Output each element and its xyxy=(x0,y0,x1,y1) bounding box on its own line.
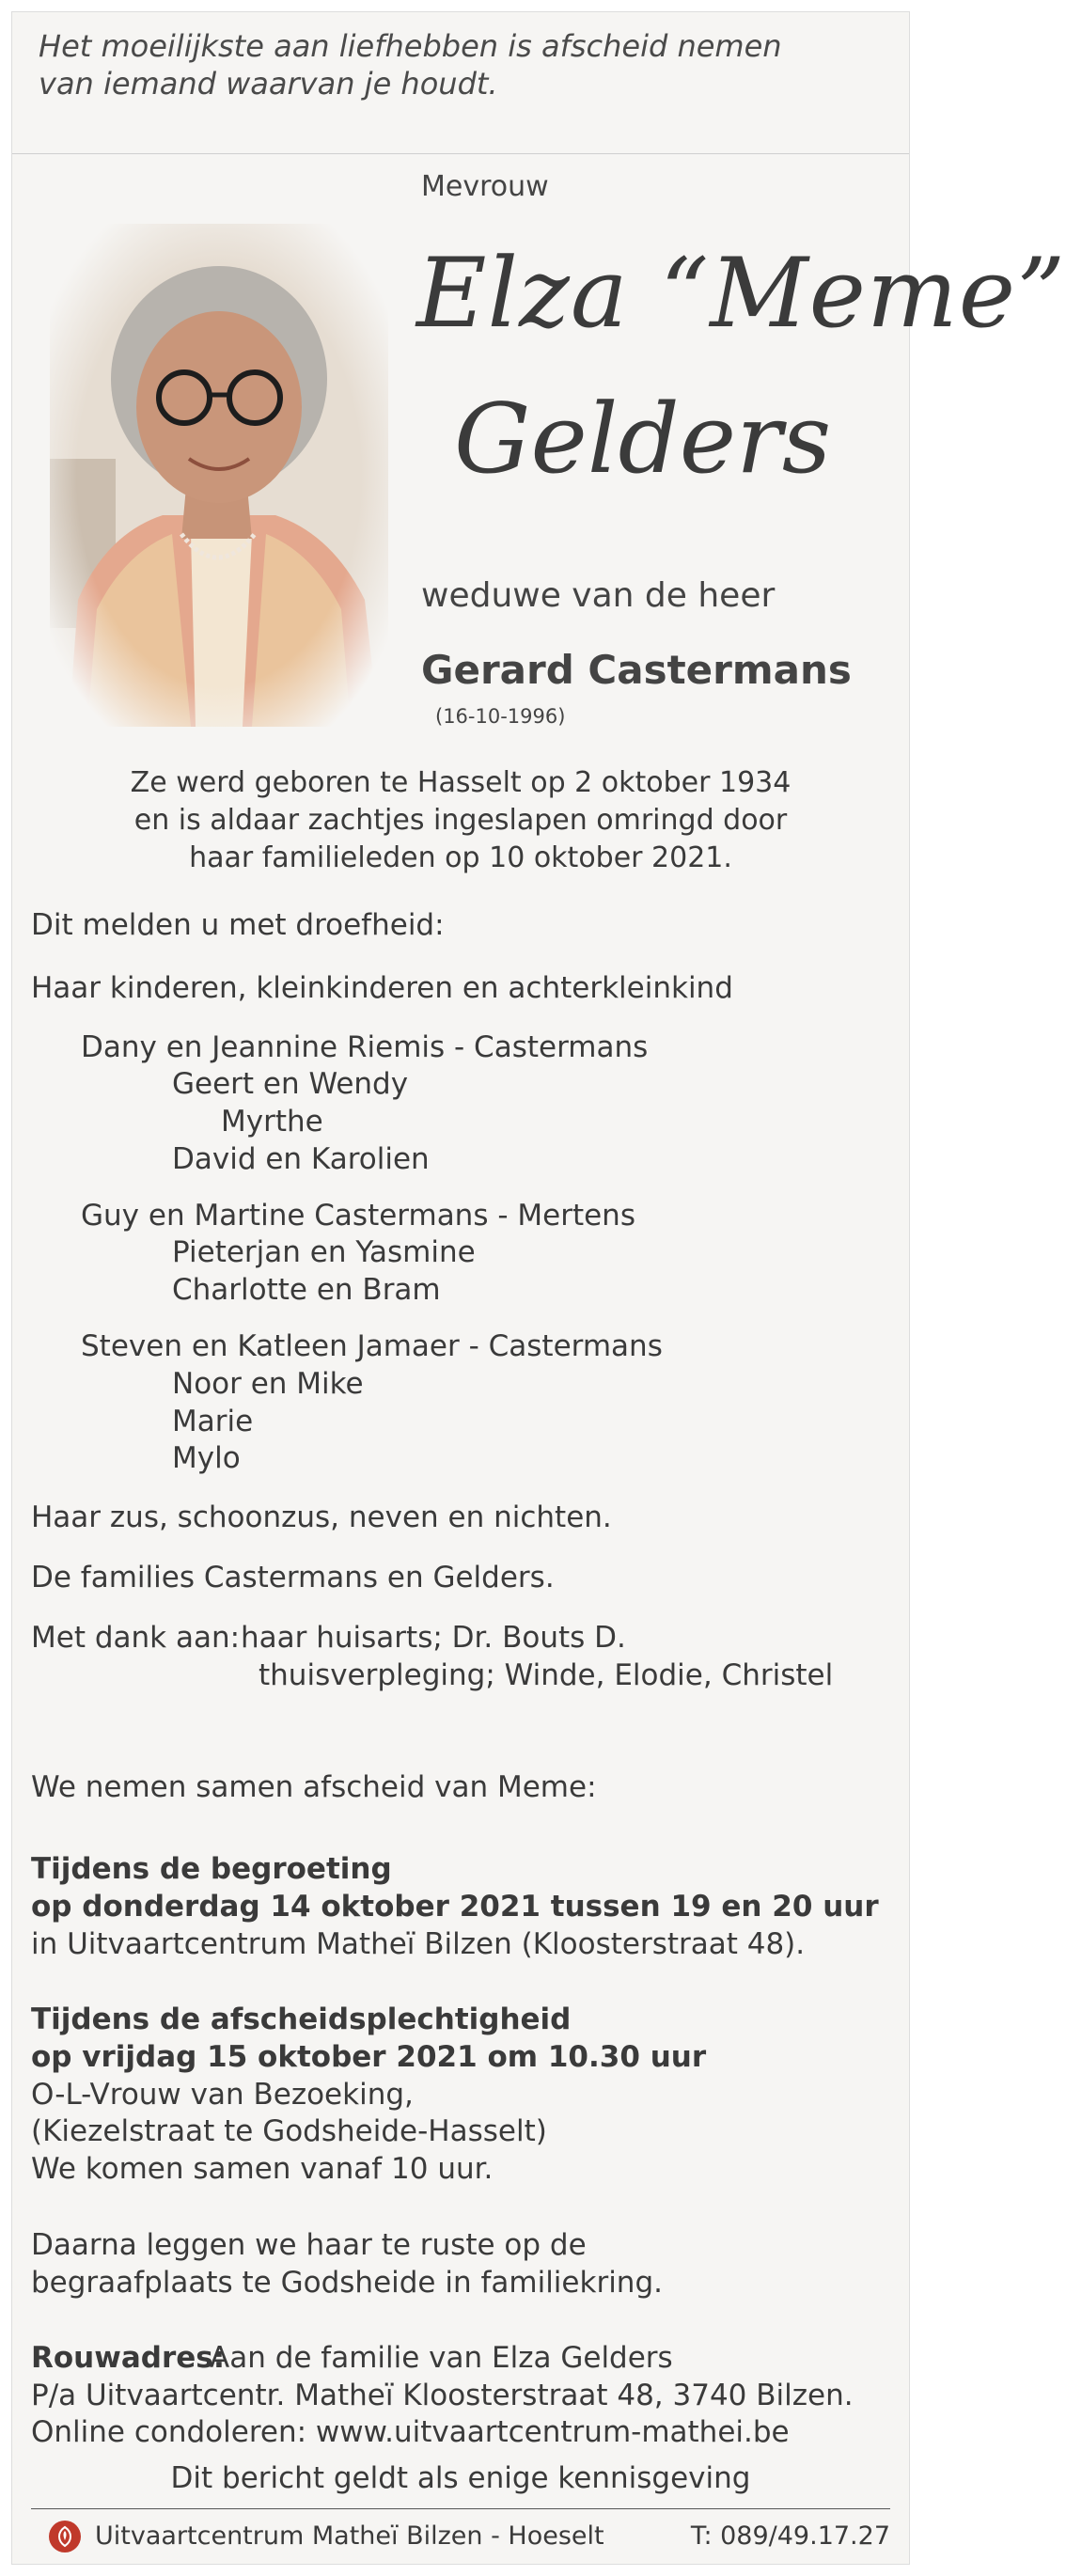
thanks-line-1: haar huisarts; Dr. Bouts D. xyxy=(241,1621,626,1655)
ceremony-place: O-L-Vrouw van Bezoeking, xyxy=(31,2078,414,2112)
obituary-card xyxy=(11,11,1066,2565)
footer-divider xyxy=(31,2508,890,2509)
ceremony-when: op vrijdag 15 oktober 2021 om 10.30 uur xyxy=(31,2040,707,2074)
life-summary-line-3: haar familieleden op 10 oktober 2021. xyxy=(189,841,732,874)
condolence-link[interactable]: Online condoleren: www.uitvaartcentrum-mathei.be xyxy=(31,2415,790,2449)
ceremony-address: (Kiezelstraat te Godsheide-Hasselt) xyxy=(31,2114,547,2148)
motto-line-2: van iemand waarvan je houdt. xyxy=(39,66,498,102)
viewing-heading: Tijdens de begroeting xyxy=(31,1852,392,1886)
notice-line: Dit bericht geldt als enige kennisgeving xyxy=(170,2461,751,2495)
family-member: Geert en Wendy xyxy=(172,1067,409,1101)
family-member: Charlotte en Bram xyxy=(172,1273,441,1307)
funeral-home-logo-icon xyxy=(48,2520,82,2553)
deceased-name-first: Elza “Meme” xyxy=(416,238,1066,350)
motto-line-1: Het moeilijkste aan liefhebben is afscheid nemen xyxy=(39,28,782,64)
family-member: Mylo xyxy=(172,1441,241,1475)
siblings-line: Haar zus, schoonzus, neven en nichten. xyxy=(31,1500,612,1534)
families-line: De families Castermans en Gelders. xyxy=(31,1561,555,1594)
family-heading: Haar kinderen, kleinkinderen en achterkleinkind xyxy=(31,971,733,1005)
divider xyxy=(12,153,909,154)
address-label: Rouwadres: xyxy=(31,2341,226,2375)
motto-quote xyxy=(39,27,866,102)
family-couple: Guy en Martine Castermans - Mertens xyxy=(81,1199,635,1233)
honorific: Mevrouw xyxy=(421,170,549,203)
portrait-illustration xyxy=(50,224,388,727)
announce-text: Dit melden u met droefheid: xyxy=(31,908,445,942)
viewing-when: op donderdag 14 oktober 2021 tussen 19 en 20 uur xyxy=(31,1890,879,1924)
family-member: Pieterjan en Yasmine xyxy=(172,1235,476,1269)
ceremony-gather: We komen samen vanaf 10 uur. xyxy=(31,2152,494,2186)
thanks-label: Met dank aan: xyxy=(31,1621,241,1655)
life-summary xyxy=(12,764,909,877)
husband-name: Gerard Castermans xyxy=(421,647,852,693)
family-couple: Dany en Jeannine Riemis - Castermans xyxy=(81,1030,649,1064)
family-member: Noor en Mike xyxy=(172,1367,364,1401)
address-line-2: P/a Uitvaartcentr. Matheï Kloosterstraat 48, 3740 Bilzen. xyxy=(31,2379,854,2412)
family-member: David en Karolien xyxy=(172,1142,430,1176)
burial-line-2: begraafplaats te Godsheide in familiekring. xyxy=(31,2266,663,2300)
ceremony-heading: Tijdens de afscheidsplechtigheid xyxy=(31,2003,572,2036)
family-member: Marie xyxy=(172,1405,254,1438)
burial-line-1: Daarna leggen we haar te ruste op de xyxy=(31,2228,587,2262)
life-summary-line-2: en is aldaar zachtjes ingeslapen omringd door xyxy=(133,804,788,837)
widow-text: weduwe van de heer xyxy=(421,576,776,615)
life-summary-line-1: Ze werd geboren te Hasselt op 2 oktober 1934 xyxy=(130,766,792,799)
funeral-home-phone: T: 089/49.17.27 xyxy=(690,2521,890,2551)
thanks-line-2: thuisverpleging; Winde, Elodie, Christel xyxy=(259,1658,834,1692)
family-couple: Steven en Katleen Jamaer - Castermans xyxy=(81,1329,663,1363)
family-member: Myrthe xyxy=(221,1105,323,1139)
portrait-photo xyxy=(50,224,388,727)
funeral-home-name: Uitvaartcentrum Matheï Bilzen - Hoeselt xyxy=(95,2521,604,2551)
husband-date: (16-10-1996) xyxy=(435,705,566,728)
address-line-1: Aan de familie van Elza Gelders xyxy=(210,2341,673,2375)
deceased-name-last: Gelders xyxy=(454,384,832,495)
viewing-where: in Uitvaartcentrum Matheï Bilzen (Kloosterstraat 48). xyxy=(31,1927,806,1961)
farewell-intro: We nemen samen afscheid van Meme: xyxy=(31,1770,597,1804)
